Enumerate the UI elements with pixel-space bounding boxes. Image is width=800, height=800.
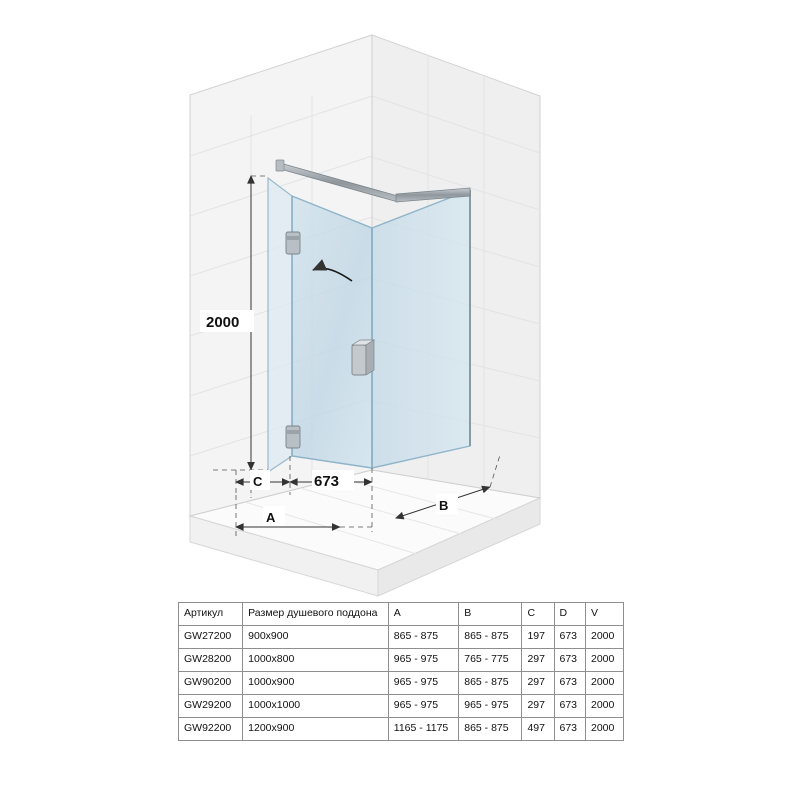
cell-a: 965 - 975 (388, 649, 458, 672)
cell-article: GW92200 (179, 718, 243, 741)
table-row (179, 626, 624, 649)
cell-article: GW27200 (179, 626, 243, 649)
cell-tray: 900x900 (243, 626, 389, 649)
cell-b: 965 - 975 (459, 695, 522, 718)
cell-d: 673 (554, 695, 586, 718)
cell-d: 673 (554, 626, 586, 649)
table-row (179, 718, 624, 741)
table-row (179, 649, 624, 672)
cell-d: 673 (554, 649, 586, 672)
header-d: D (554, 603, 586, 626)
cell-tray: 1200x900 (243, 718, 389, 741)
cell-b: 865 - 875 (459, 718, 522, 741)
cell-v: 2000 (586, 718, 624, 741)
cell-d: 673 (554, 718, 586, 741)
specification-table-wrap (178, 602, 624, 741)
cell-b: 765 - 775 (459, 649, 522, 672)
cell-b: 865 - 875 (459, 626, 522, 649)
table-row (179, 672, 624, 695)
header-article: Артикул (179, 603, 243, 626)
specification-table (178, 602, 624, 741)
cell-tray: 1000x900 (243, 672, 389, 695)
cell-a: 865 - 875 (388, 626, 458, 649)
cell-v: 2000 (586, 695, 624, 718)
cell-a: 965 - 975 (388, 695, 458, 718)
cell-tray: 1000x1000 (243, 695, 389, 718)
cell-a: 965 - 975 (388, 672, 458, 695)
dimension-c-label: C (253, 474, 263, 489)
cell-v: 2000 (586, 626, 624, 649)
header-v: V (586, 603, 624, 626)
cell-v: 2000 (586, 672, 624, 695)
dimension-a-label: A (266, 510, 276, 525)
header-b: B (459, 603, 522, 626)
cell-c: 297 (522, 649, 554, 672)
cell-tray: 1000x800 (243, 649, 389, 672)
cell-a: 1165 - 1175 (388, 718, 458, 741)
table-header-row (179, 603, 624, 626)
cell-v: 2000 (586, 649, 624, 672)
cell-article: GW28200 (179, 649, 243, 672)
header-tray-size: Размер душевого поддона (243, 603, 389, 626)
cell-article: GW90200 (179, 672, 243, 695)
cell-c: 297 (522, 672, 554, 695)
header-c: C (522, 603, 554, 626)
cell-d: 673 (554, 672, 586, 695)
cell-c: 497 (522, 718, 554, 741)
door-width-dimension-label: 673 (314, 473, 340, 490)
header-a: A (388, 603, 458, 626)
cell-c: 297 (522, 695, 554, 718)
cell-article: GW29200 (179, 695, 243, 718)
height-dimension-label: 2000 (206, 314, 240, 331)
dimension-b-label: B (439, 498, 449, 513)
cell-b: 865 - 875 (459, 672, 522, 695)
table-row (179, 695, 624, 718)
cell-c: 197 (522, 626, 554, 649)
door-handle (352, 340, 374, 375)
